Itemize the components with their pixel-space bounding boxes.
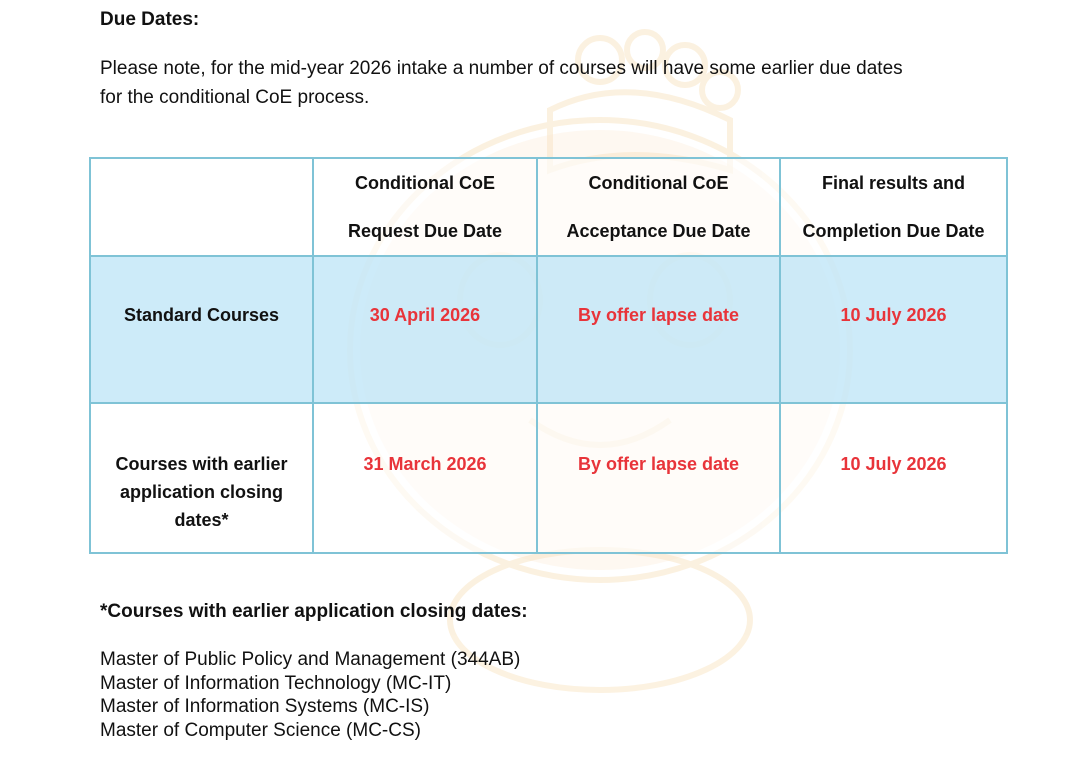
intro-paragraph [100,54,1000,112]
table-row-standard-courses [90,256,1007,403]
header-empty-cell [90,158,313,256]
header-line: Conditional CoE [355,173,495,193]
header-line: Conditional CoE [588,173,729,193]
courses-list [100,648,520,742]
row-label-cell [90,403,313,553]
acceptance-due-date: By offer lapse date [577,454,740,474]
completion-due-date: 10 July 2026 [840,305,947,325]
request-due-cell [313,256,537,403]
request-due-date: 30 April 2026 [369,305,481,325]
row-label-cell [90,256,313,403]
request-due-date: 31 March 2026 [363,454,487,474]
header-line: Final results and [821,173,966,193]
list-item: Master of Information Technology (MC-IT) [100,672,452,694]
header-line: Acceptance Due Date [566,221,751,241]
due-dates-table [89,157,1008,554]
row-label [91,404,312,534]
header-line: Request Due Date [347,221,503,241]
header-completion-due [780,158,1007,256]
acceptance-due-date: By offer lapse date [577,305,740,325]
acceptance-due-cell [537,403,780,553]
list-item: Master of Computer Science (MC-CS) [100,719,421,741]
header-acceptance-due [537,158,780,256]
completion-due-cell [780,256,1007,403]
row-label-line: application closing [119,482,284,502]
list-item: Master of Information Systems (MC-IS) [100,696,430,717]
row-label-line: dates* [174,510,229,530]
intro-line-2: for the conditional CoE process. [100,87,370,108]
request-due-cell [313,403,537,553]
table-row-earlier-courses [90,403,1007,553]
acceptance-due-cell [537,256,780,403]
table-header-row [90,158,1007,256]
row-label: Standard Courses [123,305,280,325]
header-request-due [313,158,537,256]
completion-due-date: 10 July 2026 [840,454,947,474]
header-line: Completion Due Date [802,221,985,241]
completion-due-cell [780,403,1007,553]
list-item: Master of Public Policy and Management (344AB) [100,649,521,670]
intro-line-1: Please note, for the mid-year 2026 intake a number of courses will have some earlier due dates [100,58,903,79]
row-label-line: Courses with earlier [115,454,288,474]
courses-note-title: *Courses with earlier application closing dates: [100,601,528,622]
section-heading: Due Dates: [100,9,200,30]
